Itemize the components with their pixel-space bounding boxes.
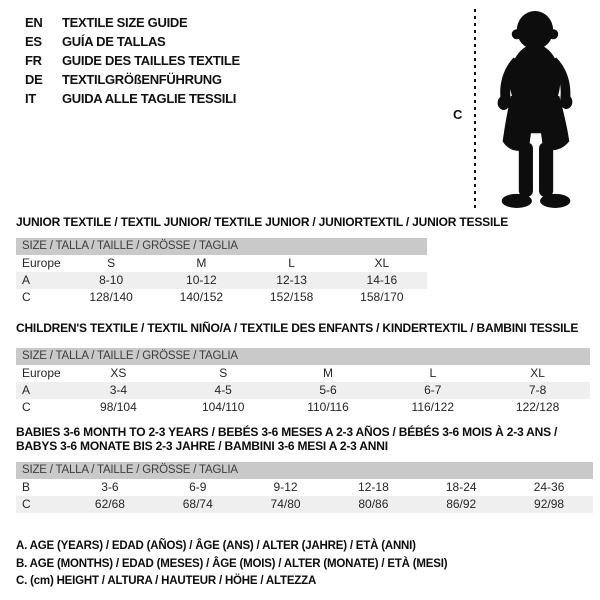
table-cell: 3-4 [109, 383, 128, 397]
table-cell: 6-9 [189, 480, 207, 494]
table-cell: 14-16 [366, 273, 398, 287]
lang-title: TEXTILE SIZE GUIDE [62, 15, 188, 30]
table-title: CHILDREN'S TEXTILE / TEXTIL NIÑO/A / TEXTILE DES ENFANTS / KINDERTEXTIL / BAMBINI TESSILE [16, 321, 579, 335]
table-row [16, 479, 593, 496]
table-cell: 128/140 [89, 290, 133, 304]
table-cell: S [219, 366, 228, 380]
table-cell: 80/86 [358, 497, 389, 511]
table-cell: 6-7 [424, 383, 442, 397]
table-cell: 116/122 [411, 400, 455, 414]
table-title-line2: BABYS 3-6 MONATE BIS 2-3 JAHRE / BAMBINI 3-6 MESI A 2-3 ANNI [16, 439, 388, 453]
lang-title: TEXTILGRÖßENFÜHRUNG [62, 72, 222, 87]
footnote-b: B. AGE (MONTHS) / EDAD (MESES) / ÂGE (MOIS) / ALTER (MONATE) / ETÀ (MESI) [16, 557, 448, 570]
row-label: A [22, 383, 31, 397]
size-header-bar: SIZE / TALLA / TAILLE / GRÖSSE / TAGLIA [16, 238, 427, 255]
table-cell: 152/158 [269, 290, 314, 304]
row-label: C [22, 400, 31, 414]
table-cell: XS [110, 366, 127, 380]
babies-textile-table [16, 425, 593, 513]
table-cell: S [107, 256, 116, 270]
table-cell: 3-6 [101, 480, 119, 494]
lang-row-en [25, 13, 240, 32]
table-cell: XL [530, 366, 545, 380]
table-cell: 158/170 [360, 290, 404, 304]
table-title-line1: BABIES 3-6 MONTH TO 2-3 YEARS / BEBÉS 3-6 MESES A 2-3 AÑOS / BÉBÉS 3-6 MOIS À 2-3 ANS / [16, 425, 558, 439]
table-cell: 24-36 [533, 480, 565, 494]
lang-code: FR [25, 53, 42, 68]
table-cell: 104/110 [201, 400, 245, 414]
row-label: B [22, 480, 31, 494]
lang-code: DE [25, 72, 43, 87]
table-cell: 9-12 [273, 480, 298, 494]
table-cell: 12-18 [358, 480, 389, 494]
table-cell: 10-12 [186, 273, 217, 287]
lang-row-es [25, 32, 240, 51]
table-cell: L [288, 256, 295, 270]
row-label: C [22, 290, 31, 304]
lang-code: ES [25, 34, 42, 49]
lang-row-it [25, 89, 240, 108]
row-label: Europe [22, 366, 61, 380]
table-cell: 92/98 [534, 497, 565, 511]
table-cell: 4-5 [214, 383, 232, 397]
table-cell: 74/80 [270, 497, 301, 511]
lang-row-de [25, 70, 240, 89]
table-row [16, 399, 590, 416]
table-row [16, 365, 590, 382]
table-title: JUNIOR TEXTILE / TEXTIL JUNIOR/ TEXTILE JUNIOR / JUNIORTEXTIL / JUNIOR TESSILE [16, 215, 509, 229]
childrens-textile-table [16, 321, 590, 416]
table-cell: 140/152 [179, 290, 224, 304]
table-cell: 5-6 [319, 383, 337, 397]
table-cell: 98/104 [100, 400, 137, 414]
table-cell: 122/128 [515, 400, 560, 414]
junior-textile-table [16, 215, 509, 306]
footnote-c: C. (cm) HEIGHT / ALTURA / HAUTEUR / HÖHE / ALTEZZA [16, 575, 317, 587]
table-row [16, 289, 427, 306]
footnotes [16, 538, 447, 591]
lang-title: GUIDA ALLE TAGLIE TESSILI [62, 91, 237, 106]
table-cell: 18-24 [445, 480, 477, 494]
size-header-bar: SIZE / TALLA / TAILLE / GRÖSSE / TAGLIA [16, 348, 590, 365]
toddler-silhouette-icon [487, 9, 587, 211]
row-label: A [22, 273, 31, 287]
table-cell: XL [374, 256, 390, 270]
lang-code: EN [25, 15, 43, 30]
lang-code: IT [25, 91, 36, 106]
lang-row-fr [25, 51, 240, 70]
table-cell: 8-10 [99, 273, 124, 287]
table-row [16, 272, 427, 289]
lang-title: GUÍA DE TALLAS [62, 34, 166, 49]
table-row [16, 382, 590, 399]
height-dotted-line [474, 9, 476, 210]
table-cell: 12-13 [276, 273, 307, 287]
language-title-list [25, 13, 240, 108]
lang-title: GUIDE DES TAILLES TEXTILE [62, 53, 240, 68]
table-cell: 68/74 [182, 497, 213, 511]
footnote-a: A. AGE (YEARS) / EDAD (AÑOS) / ÂGE (ANS) / ALTER (JAHRE) / ETÀ (ANNI) [16, 540, 416, 552]
table-cell: M [322, 366, 333, 380]
row-label: C [22, 497, 31, 511]
table-cell: 86/92 [446, 497, 477, 511]
row-label: Europe [22, 256, 61, 270]
size-header-bar: SIZE / TALLA / TAILLE / GRÖSSE / TAGLIA [16, 462, 593, 479]
table-cell: 62/68 [94, 497, 125, 511]
measurement-figure [445, 5, 595, 215]
table-cell: M [196, 256, 207, 270]
table-cell: 7-8 [528, 383, 547, 397]
table-cell: 110/116 [307, 400, 349, 414]
table-cell: L [429, 366, 437, 380]
height-measure-label: C [453, 107, 463, 122]
table-row [16, 496, 593, 513]
table-row [16, 255, 427, 272]
